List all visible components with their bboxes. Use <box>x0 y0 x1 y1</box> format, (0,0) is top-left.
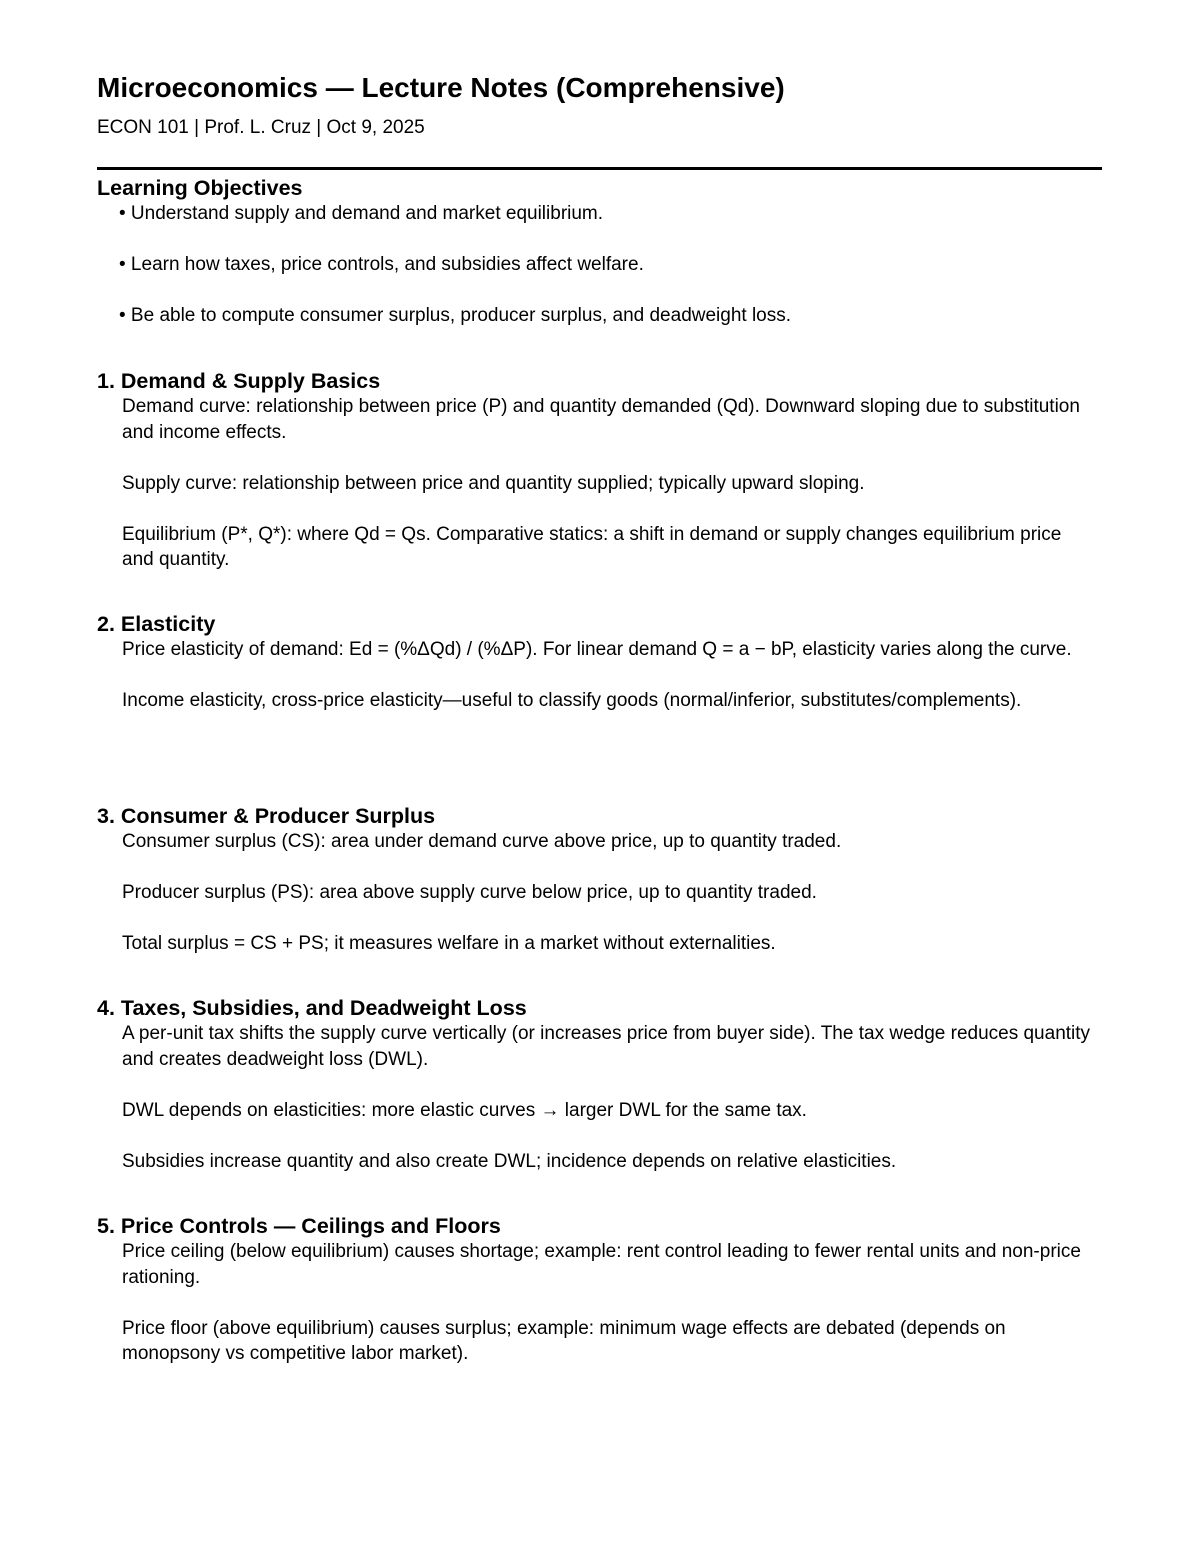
section-elasticity <box>97 611 1102 714</box>
paragraph: Subsidies increase quantity and also create DWL; incidence depends on relative elasticities. <box>122 1150 897 1172</box>
paragraph: Price elasticity of demand: Ed = (%ΔQd) / (%ΔP). For linear demand Q = a − bP, elasticity varies along the curve. <box>122 639 1072 660</box>
section-demand-supply <box>97 368 1102 573</box>
paragraph: A per-unit tax shifts the supply curve vertically (or increases price from buyer side). The tax wedge reduces quantity and creates deadweight loss (DWL). <box>122 1023 1091 1070</box>
section-heading: 2. Elasticity <box>97 612 216 636</box>
section-heading: 3. Consumer & Producer Surplus <box>97 804 436 828</box>
paragraph: Price floor (above equilibrium) causes surplus; example: minimum wage effects are debated (depends on monopsony vs competitive labor market). <box>122 1317 1006 1364</box>
paragraph: Price ceiling (below equilibrium) causes shortage; example: rent control leading to fewer rental units and non-price rationing. <box>122 1241 1081 1288</box>
paragraph: Income elasticity, cross-price elasticity—useful to classify goods (normal/inferior, substitutes/complements). <box>122 690 1022 711</box>
section-taxes-dwl <box>97 995 1102 1174</box>
section-heading: 1. Demand & Supply Basics <box>97 369 381 393</box>
paragraph: Producer surplus (PS): area above supply curve below price, up to quantity traded. <box>122 882 817 903</box>
paragraph: Total surplus = CS + PS; it measures welfare in a market without externalities. <box>122 933 776 954</box>
paragraph: DWL depends on elasticities: more elastic curves → larger DWL for the same tax. <box>122 1099 807 1121</box>
section-learning-objectives <box>97 175 1102 329</box>
objective-item: • Understand supply and demand and market equilibrium. <box>119 203 604 224</box>
paragraph: Equilibrium (P*, Q*): where Qd = Qs. Comparative statics: a shift in demand or supply changes equilibrium price and quantity. <box>122 523 1062 570</box>
objective-item: • Learn how taxes, price controls, and subsidies affect welfare. <box>119 254 644 275</box>
paragraph: Supply curve: relationship between price and quantity supplied; typically upward sloping. <box>122 472 865 494</box>
paragraph: Demand curve: relationship between price (P) and quantity demanded (Qd). Downward sloping due to substitution and income effects. <box>122 396 1080 443</box>
section-heading: Learning Objectives <box>97 176 303 200</box>
paragraph: Consumer surplus (CS): area under demand curve above price, up to quantity traded. <box>122 831 842 852</box>
objective-item: • Be able to compute consumer surplus, producer surplus, and deadweight loss. <box>119 305 792 326</box>
course-meta: ECON 101 | Prof. L. Cruz | Oct 9, 2025 <box>97 117 425 138</box>
section-price-controls <box>97 1213 1102 1367</box>
section-surplus <box>97 803 1102 957</box>
section-heading: 5. Price Controls — Ceilings and Floors <box>97 1214 501 1238</box>
header-divider <box>97 167 1102 170</box>
page-title: Microeconomics — Lecture Notes (Comprehensive) <box>97 72 785 103</box>
section-heading: 4. Taxes, Subsidies, and Deadweight Loss <box>97 996 527 1020</box>
